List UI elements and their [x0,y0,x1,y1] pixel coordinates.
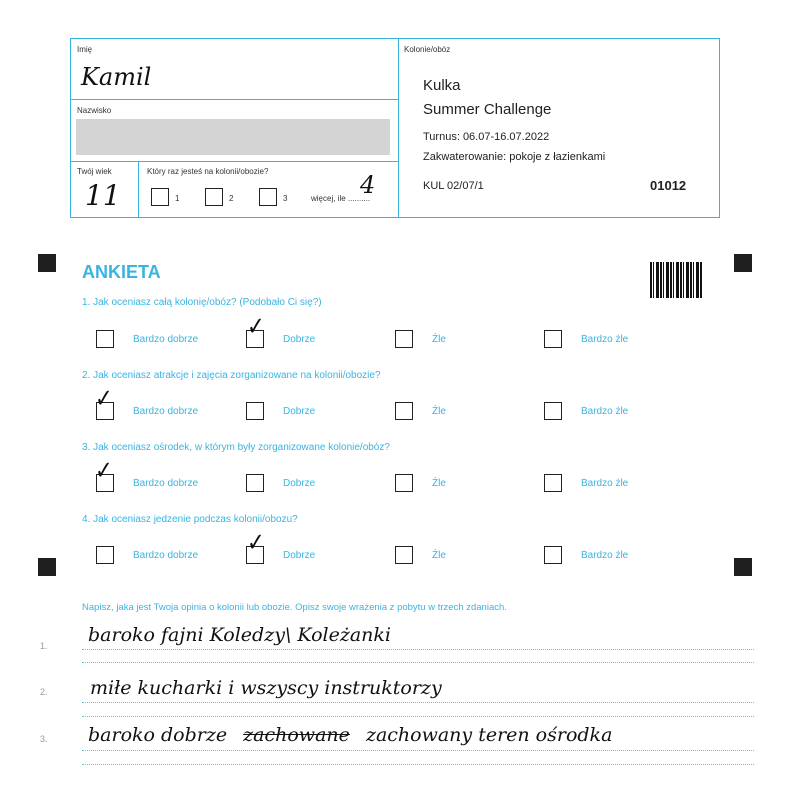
q4-option-zle-label: Źle [432,550,446,561]
form-number: 01012 [650,178,687,193]
q2-option-zle-label: Źle [432,406,446,417]
name-value[interactable]: Kamil [81,63,152,91]
age-value[interactable]: 11 [85,179,121,212]
answer-line-1[interactable]: baroko fajni Koledzy\ Koleżanki [88,624,392,646]
q1-option-bardzo-zle-checkbox[interactable] [544,330,562,348]
q2-option-dobrze-label: Dobrze [283,406,316,417]
q2-option-bardzo-zle-checkbox[interactable] [544,402,562,420]
accommodation: Zakwaterowanie: pokoje z łazienkami [423,151,606,163]
answer-line-3-rule-lower [82,764,754,765]
q2-option-zle-checkbox[interactable] [395,402,413,420]
times-checkbox-2[interactable] [205,188,223,206]
line-number-1: 1. [40,641,48,651]
answer-line-1-rule-lower [82,662,754,663]
surname-redacted-field [76,119,390,155]
times-option-2: 2 [229,194,234,203]
camp-name-line1: Kulka [423,77,461,94]
camp-label: Kolonie/obóz [404,45,451,54]
answer-line-2[interactable]: miłe kucharki i wszyscy instruktorzy [90,677,442,699]
answer-line-3[interactable] [88,724,612,746]
question-3: 3. Jak oceniasz ośrodek, w którym były zorganizowane kolonie/obóz? [82,442,390,453]
times-label: Który raz jesteś na kolonii/obozie? [147,167,269,176]
camp-code: KUL 02/07/1 [423,180,484,192]
question-1: 1. Jak oceniasz całą kolonię/obóz? (Podobało Ci się?) [82,297,322,308]
q3-option-dobrze-label: Dobrze [283,478,316,489]
q3-option-bardzo-zle-label: Bardzo źle [581,478,629,489]
q4-option-zle-checkbox[interactable] [395,546,413,564]
question-2: 2. Jak oceniasz atrakcje i zajęcia zorganizowane na kolonii/obozie? [82,370,381,381]
q3-option-dobrze-checkbox[interactable] [246,474,264,492]
q2-option-bardzo-dobrze-label: Bardzo dobrze [133,406,199,417]
registration-mark-bottom-right [734,558,752,576]
opinion-prompt: Napisz, jaka jest Twoja opinia o kolonii lub obozie. Opisz swoje wrażenia z pobytu w trzech zdaniach. [82,602,507,613]
q2-option-dobrze-checkbox[interactable] [246,402,264,420]
answer-line-2-rule-lower [82,716,754,717]
barcode [650,262,702,298]
line-number-3: 3. [40,734,48,744]
q4-option-bardzo-zle-checkbox[interactable] [544,546,562,564]
q1-option-dobrze-label: Dobrze [283,334,316,345]
times-more-label: więcej, ile .......... [311,194,371,203]
answer-line-1-rule [82,649,754,650]
header-box [70,38,720,218]
registration-mark-top-left [38,254,56,272]
registration-mark-top-right [734,254,752,272]
answer-line-3-start: baroko dobrze [88,724,228,746]
name-label: Imię [77,45,93,54]
answer-line-3-struck: zachowane [243,724,350,746]
q3-option-bardzo-dobrze-label: Bardzo dobrze [133,478,199,489]
camp-name-line2: Summer Challenge [423,101,552,118]
q1-option-zle-checkbox[interactable] [395,330,413,348]
survey-title: ANKIETA [82,262,161,282]
q4-option-bardzo-dobrze-label: Bardzo dobrze [133,550,199,561]
answer-line-3-rule [82,750,754,751]
answer-line-3-rest: zachowany teren ośrodka [365,724,613,746]
q4-check-mark: ✓ [247,528,265,558]
q4-option-dobrze-label: Dobrze [283,550,316,561]
turnus: Turnus: 06.07-16.07.2022 [423,131,550,143]
times-option-1: 1 [175,194,180,203]
q2-check-mark: ✓ [95,384,113,414]
answer-line-2-rule [82,702,754,703]
q4-option-bardzo-zle-label: Bardzo źle [581,550,629,561]
q3-check-mark: ✓ [95,456,113,486]
question-4: 4. Jak oceniasz jedzenie podczas kolonii/obozu? [82,514,298,525]
age-label: Twój wiek [77,167,112,176]
surname-label: Nazwisko [77,106,112,115]
q2-option-bardzo-zle-label: Bardzo źle [581,406,629,417]
q3-option-zle-checkbox[interactable] [395,474,413,492]
q1-check-mark: ✓ [247,312,265,342]
times-option-3: 3 [283,194,288,203]
q3-option-bardzo-zle-checkbox[interactable] [544,474,562,492]
q4-option-bardzo-dobrze-checkbox[interactable] [96,546,114,564]
q1-option-bardzo-zle-label: Bardzo źle [581,334,629,345]
times-more-value[interactable]: 4 [360,171,376,199]
q3-option-zle-label: Źle [432,478,446,489]
q1-option-bardzo-dobrze-label: Bardzo dobrze [133,334,199,345]
line-number-2: 2. [40,687,48,697]
q1-option-bardzo-dobrze-checkbox[interactable] [96,330,114,348]
q1-option-zle-label: Źle [432,334,446,345]
times-checkbox-1[interactable] [151,188,169,206]
times-checkbox-3[interactable] [259,188,277,206]
registration-mark-bottom-left [38,558,56,576]
